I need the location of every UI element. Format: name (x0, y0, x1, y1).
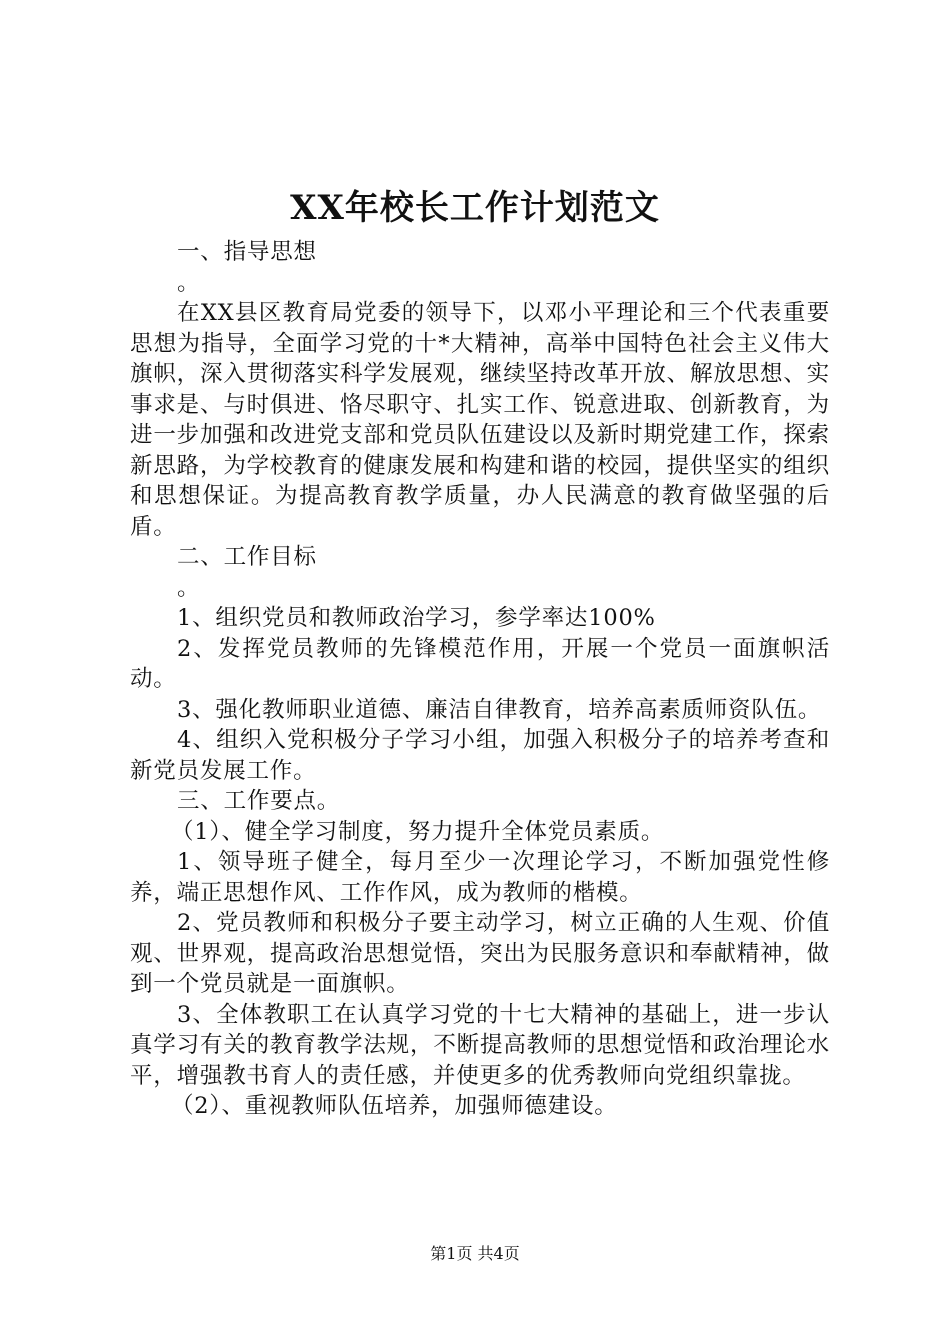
document-body (130, 237, 830, 1122)
point-item-2: 2、党员教师和积极分子要主动学习，树立正确的人生观、价值观、世界观，提高政治思想觉悟，突出为民服务意识和奉献精神，做到一个党员就是一面旗帜。 (130, 910, 830, 997)
section-heading-work-goals: 二、工作目标 (177, 544, 317, 570)
point-item-1: 1、领导班子健全，每月至少一次理论学习，不断加强党性修养，端正思想作风、工作作风，成为教师的楷模。 (130, 849, 830, 906)
body-paragraph: 在XX县区教育局党委的领导下，以邓小平理论和三个代表重要思想为指导，全面学习党的十*大精神，高举中国特色社会主义伟大旗帜，深入贯彻落实科学发展观，继续坚持改革开放、解放思想、实事求是、与时俱进、恪尽职守、扎实工作、锐意进取、创新教育，为进一步加强和改进党支部和党员队伍建设以及新时期党建工作，探索新思路，为学校教育的健康发展和构建和谐的校园，提供坚实的组织和思想保证。为提高教育教学质量，办人民满意的教育做坚强的后盾。 (130, 300, 830, 540)
point-item-3: 3、全体教职工在认真学习党的十七大精神的基础上，进一步认真学习有关的教育教学法规，不断提高教师的思想觉悟和政治理论水平，增强教书育人的责任感，并使更多的优秀教师向党组织靠拢。 (130, 1001, 830, 1089)
period-line: 。 (177, 269, 201, 296)
page-number-footer: 第1页 共4页 (430, 1244, 520, 1263)
document-title: XX年校长工作计划范文 (290, 188, 660, 228)
subsection-heading-2: （2）、重视教师队伍培养，加强师德建设。 (171, 1093, 618, 1119)
goal-item-2: 2、发挥党员教师的先锋模范作用，开展一个党员一面旗帜活动。 (130, 635, 830, 692)
period-line: 。 (177, 574, 201, 601)
goal-item-3: 3、强化教师职业道德、廉洁自律教育，培养高素质师资队伍。 (177, 696, 822, 723)
goal-item-4: 4、组织入党积极分子学习小组，加强入积极分子的培养考查和新党员发展工作。 (130, 727, 830, 784)
goal-item-1: 1、组织党员和教师政治学习，参学率达100% (177, 605, 656, 631)
section-heading-work-points: 三、工作要点。 (177, 788, 341, 814)
subsection-heading-1: （1）、健全学习制度，努力提升全体党员素质。 (171, 818, 665, 845)
section-heading-guiding-ideology: 一、指导思想 (177, 239, 317, 265)
